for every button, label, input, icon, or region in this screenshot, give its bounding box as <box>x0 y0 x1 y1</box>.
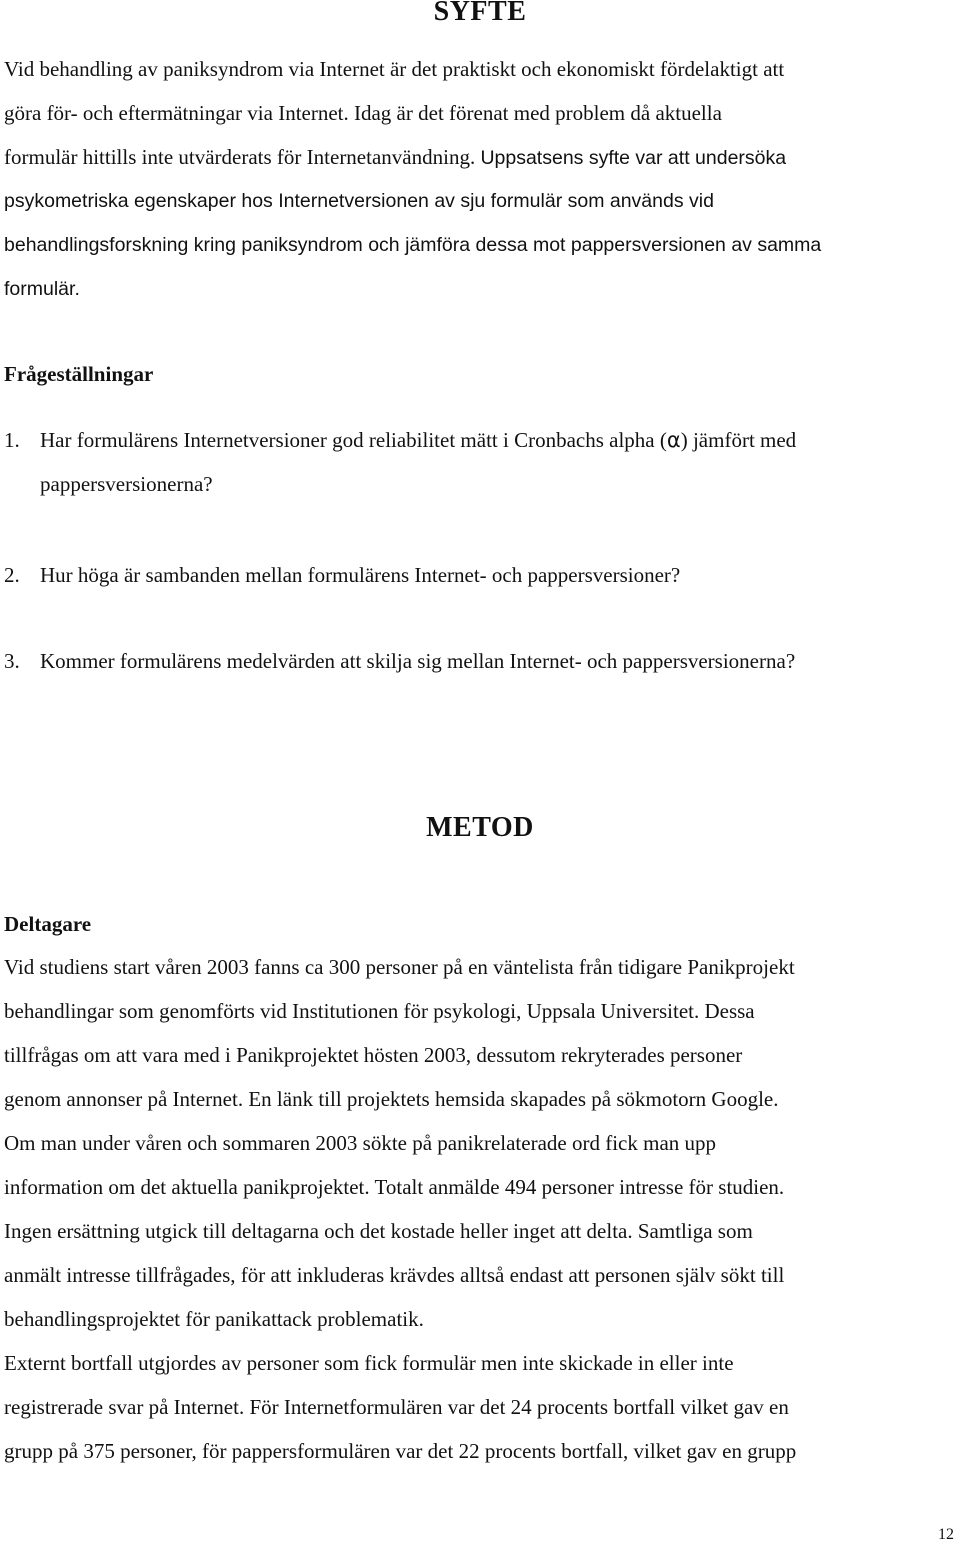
section-heading-syfte: SYFTE <box>433 0 527 27</box>
paragraph-line: Vid behandling av paniksyndrom via Internet är det praktiskt och ekonomiskt fördelaktigt att <box>4 57 785 81</box>
paragraph-line: Ingen ersättning utgick till deltagarna och det kostade heller inget att delta. Samtliga som <box>4 1219 753 1243</box>
paragraph-line: tillfrågas om att vara med i Panikprojektet hösten 2003, dessutom rekryterades personer <box>4 1043 743 1067</box>
alpha-symbol: α <box>666 428 681 452</box>
paragraph-line: Om man under våren och sommaren 2003 sökte på panikrelaterade ord fick man upp <box>4 1131 717 1155</box>
question-text: Kommer formulärens medelvärden att skilja sig mellan Internet- och pappersversionerna? <box>40 649 796 673</box>
page-number: 12 <box>938 1526 954 1543</box>
paragraph-line: psykometriska egenskaper hos Internetversionen av sju formulär som används vid <box>4 190 714 212</box>
question-item-3 <box>4 639 960 683</box>
paragraph-line: grupp på 375 personer, för pappersformulären var det 22 procents bortfall, vilket gav en grupp <box>4 1439 797 1463</box>
paragraph-line: registrerade svar på Internet. För Internetformulären var det 24 procents bortfall vilket gav en <box>4 1395 789 1419</box>
question-item-2 <box>4 553 960 597</box>
paragraph-line: anmält intresse tillfrågades, för att inkluderas krävdes alltså endast att personen själv sökt till <box>4 1263 785 1287</box>
paragraph-line: behandlingsforskning kring paniksyndrom och jämföra dessa mot pappersversionen av samma <box>4 234 822 256</box>
question-number: 1. <box>4 428 20 452</box>
paragraph-line: göra för- och eftermätningar via Internet. Idag är det förenat med problem då aktuella <box>4 101 722 125</box>
question-text: ) jämfört med <box>680 428 797 452</box>
section-heading-metod: METOD <box>426 812 534 843</box>
question-text: Hur höga är sambanden mellan formulärens Internet- och pappersversioner? <box>40 563 681 587</box>
question-text: Har formulärens Internetversioner god reliabilitet mätt i Cronbachs alpha ( <box>40 428 667 452</box>
paragraph-line: behandlingar som genomförts vid Institutionen för psykologi, Uppsala Universitet. Dessa <box>4 999 755 1023</box>
question-item-1 <box>4 418 960 506</box>
paragraph-line: formulär. <box>4 278 80 300</box>
paragraph-line: Vid studiens start våren 2003 fanns ca 300 personer på en väntelista från tidigare Panikprojekt <box>4 955 795 979</box>
subheading-deltagare: Deltagare <box>4 912 92 936</box>
syfte-paragraph <box>4 47 960 311</box>
question-continuation: pappersversionerna? <box>40 472 213 496</box>
paragraph-line <box>4 135 960 179</box>
paragraph-text-sans: Uppsatsens syfte var att undersöka <box>480 147 787 169</box>
paragraph-line: information om det aktuella panikprojektet. Totalt anmälde 494 personer intresse för studien. <box>4 1175 785 1199</box>
question-line <box>4 418 960 462</box>
question-number: 3. <box>4 649 20 673</box>
subheading-fragestallningar: Frågeställningar <box>4 362 154 386</box>
paragraph-line: genom annonser på Internet. En länk till projektets hemsida skapades på sökmotorn Google. <box>4 1087 779 1111</box>
paragraph-line: Externt bortfall utgjordes av personer som fick formulär men inte skickade in eller inte <box>4 1351 734 1375</box>
paragraph-text-serif: formulär hittills inte utvärderats för Internetanvändning. <box>4 145 481 169</box>
deltagare-paragraph <box>4 945 960 1473</box>
paragraph-line: behandlingsprojektet för panikattack problematik. <box>4 1307 424 1331</box>
question-number: 2. <box>4 563 20 587</box>
